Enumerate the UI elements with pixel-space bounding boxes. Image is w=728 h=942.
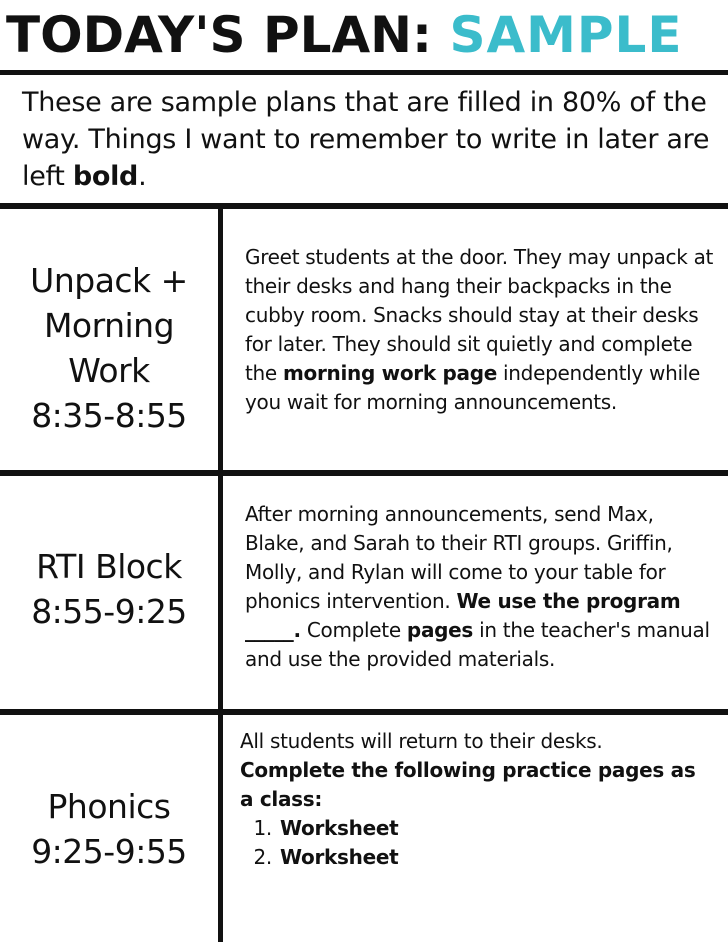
intro-text: These are sample plans that are filled in 80% of the way. Things I want to remember to write in later are left bold. xyxy=(22,87,710,192)
row-time: 8:35-8:55 xyxy=(31,396,187,435)
title-accent: SAMPLE xyxy=(449,6,683,64)
row-body-phonics: All students will return to their desks. Complete the following practice pages as a class: 1. Worksheet 2. Worksheet xyxy=(240,727,710,872)
row-body-unpack: Greet students at the door. They may unpack at their desks and hang their backpacks in the cubby room. Snacks should stay at their desks for later. They should sit quietly and complete the morning work page independently while you wait for morning announcements. xyxy=(245,245,714,414)
column-divider xyxy=(218,203,223,942)
row-label-rti: RTI Block 8:55-9:25 xyxy=(0,544,218,634)
row-label-phonics: Phonics 9:25-9:55 xyxy=(0,784,218,874)
list-item: 1. Worksheet xyxy=(278,814,710,843)
divider-row2 xyxy=(0,470,728,476)
row-time: 8:55-9:25 xyxy=(31,592,187,631)
worksheet-list xyxy=(240,814,710,872)
list-item: 2. Worksheet xyxy=(278,843,710,872)
row-time: 9:25-9:55 xyxy=(31,832,187,871)
divider-row1 xyxy=(0,203,728,209)
divider-row3 xyxy=(0,709,728,715)
row-body-rti: After morning announcements, send Max, Blake, and Sarah to their RTI groups. Griffin, Molly, and Rylan will come to your table for phonics intervention. We use the program _____. Complete pages in the teacher's manual and use the provided materials. xyxy=(245,502,710,671)
page-title: TODAY'S PLAN: SAMPLE xyxy=(6,6,683,64)
divider-top xyxy=(0,70,728,75)
row-label-unpack: Unpack + Morning Work 8:35-8:55 xyxy=(0,258,218,438)
